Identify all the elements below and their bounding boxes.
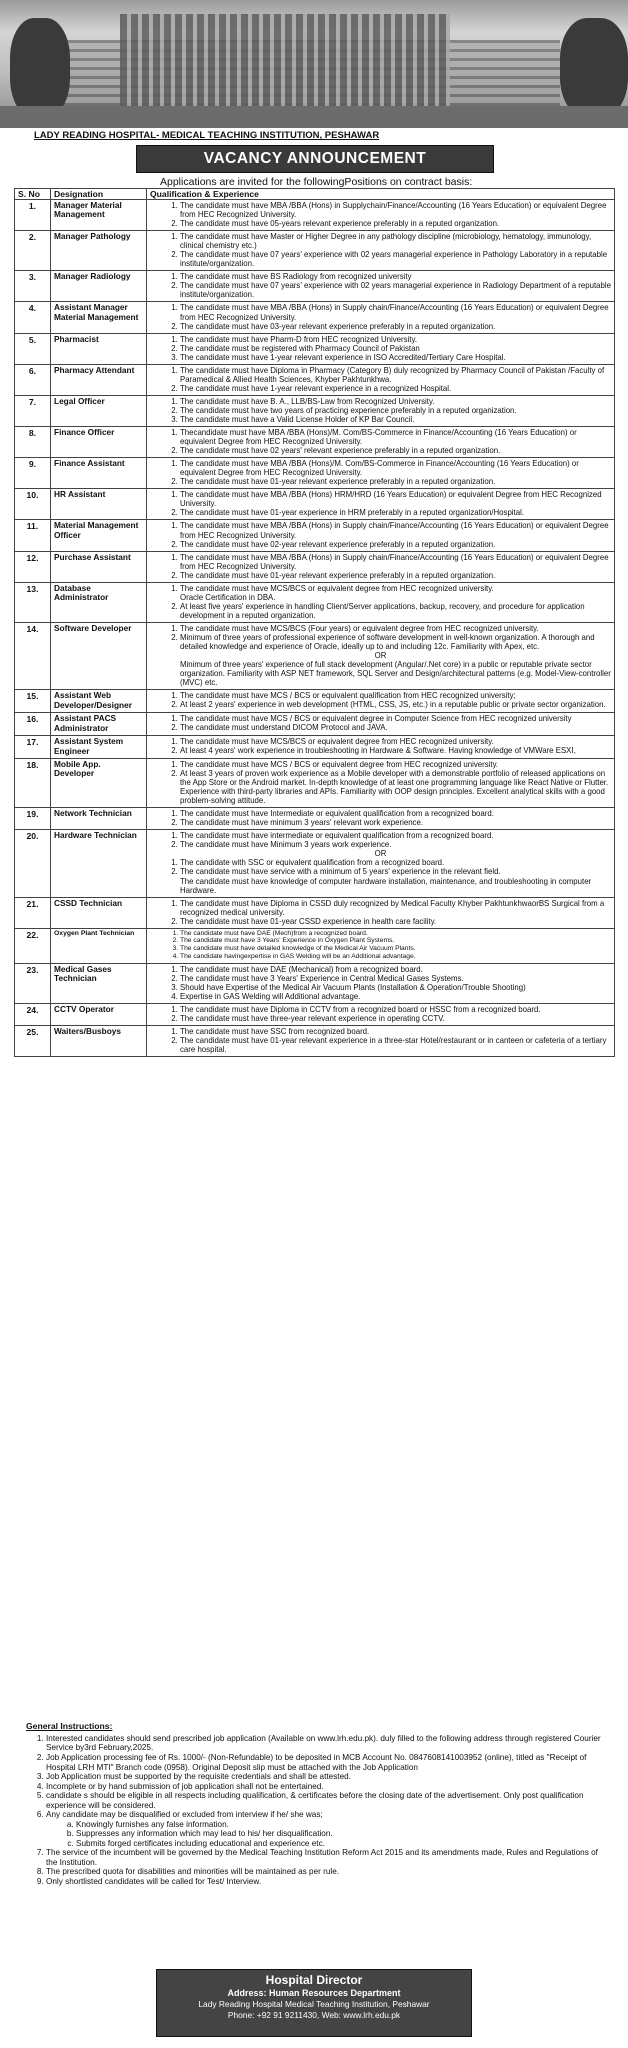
- qualification-item: 4. Expertise in GAS Welding will Additional advantage.: [180, 992, 611, 1001]
- footer-institution: Lady Reading Hospital Medical Teaching Institution, Peshawar: [198, 1999, 430, 2010]
- qualification-item: 2. The candidate must have 01-year relevant experience preferably in a reputed organization.: [180, 571, 611, 580]
- row-designation: Finance Officer: [51, 427, 147, 458]
- instruction-item: 6. Any candidate may be disqualified or excluded from interview if he/ she was; a. Knowingly furnishes any false information. b. Suppresses any information which may lead to his/ her disqualification. c. Submits forged certificates including educational and experience etc.: [46, 1810, 606, 1848]
- qualification-list: [150, 584, 611, 593]
- qualification-item: 1. The candidate must have intermediate or equivalent qualification from a recognized board.: [180, 831, 611, 840]
- table-row: [15, 271, 615, 302]
- qualification-list: [150, 232, 611, 268]
- table-row: [15, 758, 615, 807]
- qualification-list: [150, 397, 611, 424]
- qualification-list: [150, 335, 611, 362]
- row-qualification: [147, 271, 615, 302]
- row-sno: 12.: [15, 551, 51, 582]
- qualification-item: 1. Thecandidate must have MBA /BBA (Hons)/M. Com/BS-Commerce in Finance/Accounting (16 Years Education) or equivalent Degree from HEC Recognized University.: [180, 428, 611, 446]
- qualification-list: [150, 303, 611, 330]
- table-row: [15, 622, 615, 689]
- row-designation: Pharmacy Attendant: [51, 364, 147, 395]
- row-sno: 25.: [15, 1025, 51, 1056]
- qualification-item: 2. The candidate must understand DICOM Protocol and JAVA.: [180, 723, 611, 732]
- qualification-list: [150, 428, 611, 455]
- row-qualification: [147, 1003, 615, 1025]
- row-sno: 19.: [15, 808, 51, 830]
- table-row: [15, 333, 615, 364]
- qualification-item: 1. The candidate must have Diploma in CSSD duly recognized by Medical Faculty Khyber PakhtunkhwaorBS Surgical from a recognized medical university.: [180, 899, 611, 917]
- qualification-item: 3. The candidate must have 1-year relevant experience in ISO Accredited/Tertiary Care Hospital.: [180, 353, 611, 362]
- qualification-item: 2. The candidate must have 01-year CSSD experience in health care facility.: [180, 917, 611, 926]
- qualification-item: 3. Should have Expertise of the Medical Air Vacuum Plants (Installation & Operation/Trouble Shooting): [180, 983, 611, 992]
- table-row: [15, 830, 615, 897]
- qualification-list: [150, 831, 611, 849]
- qualification-item: 1. The candidate must have Diploma in Pharmacy (Category B) duly recognized by Pharmacy Council of Pakistan /Faculty of Paramedical & Allied Health Sciences, Khyber Pakhtunkhwa.: [180, 366, 611, 384]
- qualification-item: 1. The candidate with SSC or equivalent qualification from a recognized board.: [180, 858, 611, 867]
- qualification-item: 1. The candidate must have MBA /BBA (Hons) in Supply chain/Finance/Accounting (16 Years Education) or equivalent Degree from HEC Recognized University.: [180, 521, 611, 539]
- disqualification-item: c. Submits forged certificates including educational and experience etc.: [76, 1839, 606, 1849]
- table-row: [15, 928, 615, 963]
- vacancy-title: VACANCY ANNOUNCEMENT: [136, 145, 494, 173]
- footer-address: Address: Human Resources Department: [227, 1988, 401, 1998]
- footer-contact: Phone: +92 91 9211430, Web: www.lrh.edu.pk: [227, 2009, 401, 2020]
- table-row: [15, 808, 615, 830]
- row-sno: 9.: [15, 458, 51, 489]
- qualification-item: 1. The candidate must have Diploma in CCTV from a recognized board or HSSC from a recognized board.: [180, 1005, 611, 1014]
- row-sno: 4.: [15, 302, 51, 333]
- qualification-list: [150, 965, 611, 1001]
- row-designation: Waiters/Busboys: [51, 1025, 147, 1056]
- row-qualification: [147, 897, 615, 928]
- instructions-list: [26, 1734, 606, 1886]
- row-sno: 21.: [15, 897, 51, 928]
- table-header-row: [15, 189, 615, 200]
- row-designation: Oxygen Plant Technician: [51, 928, 147, 963]
- footer-contact-box: [156, 1969, 472, 2037]
- row-qualification: [147, 333, 615, 364]
- row-qualification: [147, 200, 615, 231]
- qualification-list: [150, 459, 611, 486]
- table-body: [15, 200, 615, 1057]
- qualification-item: 2. The candidate must have Minimum 3 years work experience.: [180, 840, 611, 849]
- qualification-item: 2. The candidate must have 07 years' experience with 02 years managerial experience in Pathology Laboratory in a reputable institute/organization.: [180, 250, 611, 268]
- table-row: [15, 302, 615, 333]
- row-qualification: [147, 690, 615, 713]
- qualification-item: 2. The candidate must have 3 Years' Experience in Oxygen Plant Systems.: [180, 937, 611, 945]
- row-designation: Pharmacist: [51, 333, 147, 364]
- row-designation: Manager Material Management: [51, 200, 147, 231]
- disqualification-item: a. Knowingly furnishes any false information.: [76, 1820, 606, 1830]
- instruction-item: 4. Incomplete or by hand submission of job application shall not be entertained.: [46, 1782, 606, 1792]
- row-sno: 1.: [15, 200, 51, 231]
- instruction-item: 1. Interested candidates should send prescribed job application (Available on www.lrh.edu.pk). duly filled to the following address through registered Courier Service by3rd February,2025.: [46, 1734, 606, 1753]
- qualification-list: [150, 899, 611, 926]
- qualification-item: 2. The candidate must have 05-years relevant experience preferably in a reputed organization.: [180, 219, 611, 228]
- row-sno: 2.: [15, 231, 51, 271]
- qualification-item: 2. At least five years' experience in handling Client/Server applications, backup, recovery, and procedure for application development in a reputed organization.: [180, 602, 611, 620]
- qualification-item: 1. The candidate must have MBA /BBA (Hons) HRM/HRD (16 Years Education) or equivalent Degree from HEC Recognized University.: [180, 490, 611, 508]
- row-designation: Network Technician: [51, 808, 147, 830]
- extra-requirement: The candidate must have knowledge of computer hardware installation, maintenance, and troubleshooting in computer Hardware.: [180, 876, 592, 895]
- row-designation: CCTV Operator: [51, 1003, 147, 1025]
- qualification-list: [150, 930, 611, 961]
- qualification-item: 2. The candidate must have three-year relevant experience in operating CCTV.: [180, 1014, 611, 1023]
- table-row: [15, 1025, 615, 1056]
- row-qualification: [147, 302, 615, 333]
- qualification-list: [150, 624, 611, 651]
- row-designation: Mobile App. Developer: [51, 758, 147, 807]
- row-qualification: [147, 963, 615, 1003]
- table-row: [15, 690, 615, 713]
- row-qualification: [147, 551, 615, 582]
- table-row: [15, 200, 615, 231]
- row-designation: Software Developer: [51, 622, 147, 689]
- qualification-item: 2. The candidate must have 3 Years' Experience in Central Medical Gases Systems.: [180, 974, 611, 983]
- qualification-item: 1. The candidate must have MBA /BBA (Hons)/M. Com/BS-Commerce in Finance/Accounting (16 Years Education) or equivalent Degree from HEC Recognized University.: [180, 459, 611, 477]
- row-designation: Manager Pathology: [51, 231, 147, 271]
- disqualification-item: b. Suppresses any information which may lead to his/ her disqualification.: [76, 1829, 606, 1839]
- qualification-item: 1. The candidate must have MCS / BCS or equivalent qualification from HEC recognized university;: [180, 691, 611, 700]
- row-designation: CSSD Technician: [51, 897, 147, 928]
- qualification-list: [150, 691, 611, 709]
- qualification-item: 2. The candidate must have minimum 3 years' relevant work experience.: [180, 818, 611, 827]
- qualification-item: 1. The candidate must have MCS/BCS (Four years) or equivalent degree from HEC recognized university.: [180, 624, 611, 633]
- table-row: [15, 736, 615, 759]
- qualification-item: 1. The candidate must have MBA /BBA (Hons) in Supplychain/Finance/Accounting (16 Years Education) or equivalent Degree from HEC Recognized University.: [180, 201, 611, 219]
- qualification-item: 2. The candidate must have 01-year experience in HRM preferably in a reputed organization/Hospital.: [180, 508, 611, 517]
- qualification-list: [150, 366, 611, 393]
- row-designation: Manager Radiology: [51, 271, 147, 302]
- row-sno: 20.: [15, 830, 51, 897]
- qualification-item: 2. At least 4 years' work experience in troubleshooting in Hardware & Software. Having knowledge of VMWare ESXI,: [180, 746, 611, 755]
- table-row: [15, 520, 615, 551]
- table-row: [15, 582, 615, 622]
- qualification-item: 2. The candidate must have 03-year relevant experience preferably in a reputed organization.: [180, 322, 611, 331]
- row-sno: 24.: [15, 1003, 51, 1025]
- qualification-item: 1. The candidate must have MCS/BCS or equivalent degree from HEC recognized university.: [180, 737, 611, 746]
- row-designation: Purchase Assistant: [51, 551, 147, 582]
- qualification-item: 4. The candidate havingexpertise in GAS Welding will be an Additional advantage.: [180, 953, 611, 961]
- table-row: [15, 364, 615, 395]
- instruction-item: 3. Job Application must be supported by the requisite credentials and shall be attested.: [46, 1772, 606, 1782]
- row-sno: 7.: [15, 395, 51, 426]
- qualification-item: 1. The candidate must have Intermediate or equivalent qualification from a recognized board.: [180, 809, 611, 818]
- hospital-building-photo: [0, 0, 628, 128]
- qualification-item: 1. The candidate must have B. A., LLB/BS-Law from Recognized University.: [180, 397, 611, 406]
- qualification-list: [150, 272, 611, 299]
- row-sno: 6.: [15, 364, 51, 395]
- row-designation: Material Management Officer: [51, 520, 147, 551]
- row-designation: Assistant Web Developer/Designer: [51, 690, 147, 713]
- general-instructions-heading: General Instructions:: [26, 1721, 113, 1731]
- qualification-item: 1. The candidate must have Master or Higher Degree in any pathology discipline (microbiology, hematology, immunology, clinical chemistry etc.): [180, 232, 611, 250]
- qualification-item: 1. The candidate must have DAE (Mech)from a recognized board.: [180, 930, 611, 938]
- qualification-item: 1. The candidate must have MCS / BCS or equivalent degree in Computer Science from HEC recognized university: [180, 714, 611, 723]
- row-designation: Assistant PACS Administrator: [51, 713, 147, 736]
- row-designation: Hardware Technician: [51, 830, 147, 897]
- certification-line: Oracle Certification in DBA.: [180, 592, 276, 602]
- or-separator: OR: [374, 849, 387, 859]
- subtitle: Applications are invited for the followingPositions on contract basis:: [160, 176, 473, 188]
- row-qualification: [147, 808, 615, 830]
- row-sno: 8.: [15, 427, 51, 458]
- table-row: [15, 713, 615, 736]
- row-sno: 11.: [15, 520, 51, 551]
- row-qualification: [147, 489, 615, 520]
- table-row: [15, 427, 615, 458]
- disqualification-list: [46, 1820, 606, 1849]
- row-qualification: [147, 364, 615, 395]
- header-sno: S. No: [15, 189, 51, 200]
- row-qualification: [147, 582, 615, 622]
- qualification-item: 2. The candidate must have two years of practicing experience preferably in a reputed organization.: [180, 406, 611, 415]
- qualification-list: [150, 201, 611, 228]
- extra-requirement: Minimum of three years' experience of full stack development (Angular/.Net core) in a public or reputable private sector organization. Familiarity with ASP NET framework, SQL Server and Design/architectural patterns (e.g. Model-View-controller (MVC) etc.: [180, 660, 611, 688]
- vacancy-table: [14, 188, 615, 1057]
- row-sno: 23.: [15, 963, 51, 1003]
- header-designation: Designation: [51, 189, 147, 200]
- table-row: [15, 489, 615, 520]
- qualification-list: [150, 1005, 611, 1023]
- row-sno: 13.: [15, 582, 51, 622]
- instruction-item: 2. Job Application processing fee of Rs. 1000/- (Non-Refundable) to be deposited in MCB Account No. 0847608141003952 (online), titled as "Receipt of Hospital LRH MTI" Branch code (0958). Original Deposit slip must be attached with the Job Application: [46, 1753, 606, 1772]
- row-qualification: [147, 458, 615, 489]
- row-qualification: [147, 830, 615, 897]
- qualification-item: 2. The candidate must have 07 years' experience with 02 years managerial experience in Radiology Department of a reputable institute/organization.: [180, 281, 611, 299]
- instruction-item: 7. The service of the incumbent will be governed by the Medical Teaching Institution Reform Act 2015 and its amendments made, Rules and Regulations of the Institution.: [46, 1848, 606, 1867]
- row-sno: 16.: [15, 713, 51, 736]
- qualification-list: [150, 602, 611, 620]
- row-sno: 15.: [15, 690, 51, 713]
- row-qualification: [147, 713, 615, 736]
- qualification-item: 2. The candidate must have service with a minimum of 5 years' experience in the relevant field.: [180, 867, 611, 876]
- row-designation: Medical Gases Technician: [51, 963, 147, 1003]
- qualification-item: 2. The candidate must be registered with Pharmacy Council of Pakistan: [180, 344, 611, 353]
- table-row: [15, 897, 615, 928]
- qualification-item: 2. Minimum of three years of professional experience of software development in well-known organization. A thorough and detailed knowledge and experience of Oracle, ideally up to and including 12c. Familiarity with Apex, etc.: [180, 633, 611, 651]
- qualification-item: 3. The candidate must have a Valid License Holder of KP Bar Council.: [180, 415, 611, 424]
- qualification-list: [150, 553, 611, 580]
- row-qualification: [147, 231, 615, 271]
- qualification-item: 1. The candidate must have MBA /BBA (Hons) in Supply chain/Finance/Accounting (16 Years Education) or equivalent Degree from HEC Recognized University.: [180, 553, 611, 571]
- row-qualification: [147, 1025, 615, 1056]
- qualification-item: 2. The candidate must have 02 years' relevant experience preferably in a reputed organization.: [180, 446, 611, 455]
- row-qualification: [147, 427, 615, 458]
- table-row: [15, 551, 615, 582]
- table-row: [15, 963, 615, 1003]
- qualification-list: [150, 714, 611, 732]
- qualification-list: [150, 1027, 611, 1054]
- row-qualification: [147, 758, 615, 807]
- qualification-list: [150, 760, 611, 805]
- row-sno: 22.: [15, 928, 51, 963]
- row-qualification: [147, 622, 615, 689]
- row-qualification: [147, 520, 615, 551]
- instruction-item: 8. The prescribed quota for disabilities and minorities will be maintained as per rule.: [46, 1867, 606, 1877]
- row-sno: 18.: [15, 758, 51, 807]
- qualification-item: 2. The candidate must have 1-year relevant experience in a recognized Hospital.: [180, 384, 611, 393]
- row-sno: 3.: [15, 271, 51, 302]
- row-sno: 17.: [15, 736, 51, 759]
- general-instructions: [26, 1722, 606, 1886]
- qualification-list: [150, 858, 611, 876]
- instruction-item: 5. candidate s should be eligible in all respects including qualification, & certificates before the closing date of the advertisement. Only post qualification experience will be considered.: [46, 1791, 606, 1810]
- row-qualification: [147, 928, 615, 963]
- instruction-item: 9. Only shortlisted candidates will be called for Test/ Interview.: [46, 1877, 606, 1887]
- row-sno: 5.: [15, 333, 51, 364]
- qualification-item: 2. At least 2 years' experience in web development (HTML, CSS, JS, etc.) in a reputable public or private sector organization.: [180, 700, 611, 709]
- or-separator: OR: [374, 651, 387, 661]
- qualification-list: [150, 521, 611, 548]
- qualification-item: 1. The candidate must have SSC from recognized board.: [180, 1027, 611, 1036]
- qualification-item: 1. The candidate must have Pharm-D from HEC recognized University.: [180, 335, 611, 344]
- row-qualification: [147, 736, 615, 759]
- hospital-name: LADY READING HOSPITAL- MEDICAL TEACHING INSTITUTION, PESHAWAR: [34, 130, 380, 141]
- table-row: [15, 231, 615, 271]
- qualification-item: 1. The candidate must have MCS/BCS or equivalent degree from HEC recognized university.: [180, 584, 611, 593]
- row-designation: Finance Assistant: [51, 458, 147, 489]
- row-designation: Database Administrator: [51, 582, 147, 622]
- qualification-item: 3. The candidate must have detailed knowledge of the Medical Air Vacuum Plants.: [180, 945, 611, 953]
- table-row: [15, 458, 615, 489]
- qualification-list: [150, 490, 611, 517]
- row-qualification: [147, 395, 615, 426]
- table-row: [15, 1003, 615, 1025]
- table-row: [15, 395, 615, 426]
- qualification-item: 1. The candidate must have MCS / BCS or equivalent degree from HEC recognized university.: [180, 760, 611, 769]
- footer-title: Hospital Director: [265, 1973, 363, 1987]
- row-designation: Assistant Manager Material Management: [51, 302, 147, 333]
- qualification-item: 1. The candidate must have DAE (Mechanical) from a recognized board.: [180, 965, 611, 974]
- qualification-item: 2. The candidate must have 02-year relevant experience preferably in a reputed organization.: [180, 540, 611, 549]
- qualification-item: 1. The candidate must have MBA /BBA (Hons) in Supply chain/Finance/Accounting (16 Years Education) or equivalent Degree from HEC Recognized University.: [180, 303, 611, 321]
- row-sno: 10.: [15, 489, 51, 520]
- row-designation: Legal Officer: [51, 395, 147, 426]
- row-designation: Assistant System Engineer: [51, 736, 147, 759]
- qualification-item: 1. The candidate must have BS Radiology from recognized university: [180, 272, 611, 281]
- header-qualification: Qualification & Experience: [147, 189, 615, 200]
- qualification-item: 2. The candidate must have 01-year relevant experience preferably in a reputed organization.: [180, 477, 611, 486]
- qualification-item: 2. At least 3 years of proven work experience as a Mobile developer with a demonstrable portfolio of released applications on the App Store or the Android market. In-depth knowledge of at least one programming language like React Native or Flutter. Experience with third-party libraries and APIs. Familiarity with OOP design principles. Excellent analytical skills with a good problem-solving attitude.: [180, 769, 611, 805]
- qualification-list: [150, 737, 611, 755]
- row-sno: 14.: [15, 622, 51, 689]
- row-designation: HR Assistant: [51, 489, 147, 520]
- qualification-item: 2. The candidate must have 01-year relevant experience in a three-star Hotel/restaurant or in canteen or cafeteria of a tertiary care hospital.: [180, 1036, 611, 1054]
- qualification-list: [150, 809, 611, 827]
